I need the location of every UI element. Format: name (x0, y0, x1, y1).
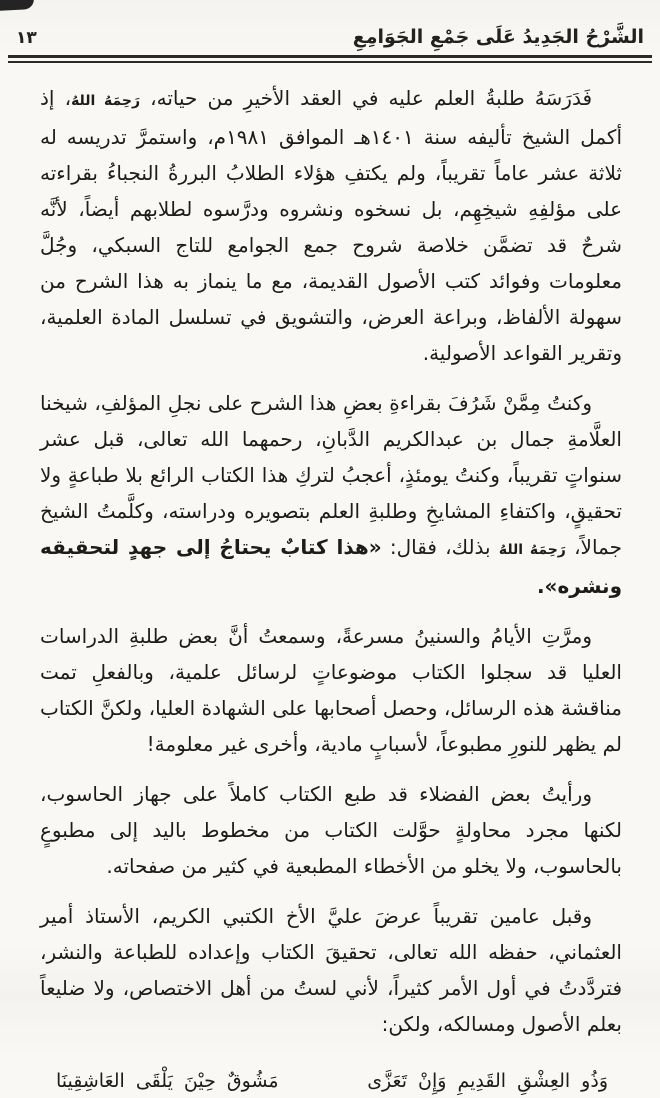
paragraph-2 (40, 385, 622, 604)
page-number: ١٣ (16, 28, 37, 48)
verse-second-hemistich: مَشُوقٌ حِيْنَ يَلْقَى العَاشِقِينَا (56, 1070, 279, 1092)
book-title: الشَّرْحُ الجَدِيدُ عَلَى جَمْعِ الجَوَامِعِ (352, 26, 644, 48)
paragraph-1-text: فَدَرَسَهُ طلبةُ العلم عليه في العقد الأخيرِ من حياته، (140, 86, 593, 110)
paragraph-5-text: وقبل عامين تقريباً عرضَ عليَّ الأخ الكتبي الكريم، الأستاذ أمير العثماني، حفظه الله تعالى، تحقيقَ الكتاب وإعداده للطباعة والنشر، فتردَّدتُ في أول الأمر كثيراً، لأني لستُ من أهل الاختصاص، ولا ضليعاً بعلم الأصول ومسالكه، ولكن: (40, 904, 622, 1036)
page-body (0, 63, 660, 1098)
paragraph-1 (40, 80, 622, 371)
paragraph-2-text: وكنتُ مِمَّنْ شَرُفَ بقراءةِ بعضِ هذا الشرح على نجلِ المؤلفِ، شيخنا العلَّامةِ جمال بن عبدالكريم الدَّبانِ، رحمهما الله تعالى، قبل عشر سنواتٍ تقريباً، وكنتُ يومئذٍ، أعجبُ لتركِ هذا الكتاب الرائع بلا طباعةٍ ولا تحقيقٍ، واكتفاءِ المشايخِ وطلبةِ العلم بتصويره ودراسته، وكلَّمتُ الشيخ جمالاً، (40, 391, 622, 559)
rahimahullah-ligature: رَحِمَهُ اللهُ (71, 93, 141, 109)
paragraph-4 (40, 776, 622, 884)
paragraph-3-text: ومرَّتِ الأيامُ والسنينُ مسرعةً، وسمعتُ أنَّ بعض طلبةِ الدراسات العليا قد سجلوا الكتاب موضوعاتٍ لرسائل علمية، وبالفعلِ تمت مناقشة هذه الرسائل، وحصل أصحابها على الشهادة العليا، ولكنَّ الكتاب لم يظهر للنورِ مطبوعاً، لأسبابٍ مادية، وأخرى غير معلومة! (40, 624, 622, 756)
paragraph-2-text-continued: بذلك، فقال: (381, 535, 499, 559)
paragraph-5 (40, 898, 622, 1042)
paragraph-4-text: ورأيتُ بعض الفضلاء قد طبع الكتاب كاملاً على جهاز الحاسوب، لكنها مجرد محاولةٍ حوَّلت الكتاب من مخطوط باليد إلى مطبوعٍ بالحاسوب، ولا يخلو من الأخطاء المطبعية في كثير من صفحاته. (40, 782, 622, 878)
header-double-rule (8, 55, 652, 63)
paragraph-3 (40, 618, 622, 762)
poetry-verse (40, 1056, 622, 1098)
quoted-saying: «هذا كتابٌ يحتاجُ إلى جهدٍ لتحقيقه ونشره». (40, 535, 622, 598)
rahimahullah-ligature: رَحِمَهُ اللهُ (498, 542, 566, 558)
paragraph-1-text-continued: ، إذ أكمل الشيخ تأليفه سنة ١٤٠١هـ الموافق ١٩٨١م، واستمرَّ تدريسه له ثلاثة عشر عاماً تقريباً، ولم يكتفِ هؤلاء الطلابُ البررةُ النجباءُ بقراءته على مؤلفِهِ شيخِهِم، بل نسخوه ونشروه ودرَّسوه لطلابهم أيضاً، لأنَّه شرحٌ قد تضمَّن خلاصة شروح جمع الجوامع للتاج السبكي، وجُلَّ معلومات وفوائد كتب الأصول القديمة، مع ما ينماز به هذا الشرح من سهولة الألفاظ، وبراعة العرض، والتشويق في تسلسل المادة العلمية، وتقرير القواعد الأصولية. (40, 86, 623, 365)
page-header (0, 0, 660, 55)
verse-first-hemistich: وَذُو العِشْقِ القَدِيمِ وَإِنْ تَعَزَّى (367, 1070, 608, 1092)
